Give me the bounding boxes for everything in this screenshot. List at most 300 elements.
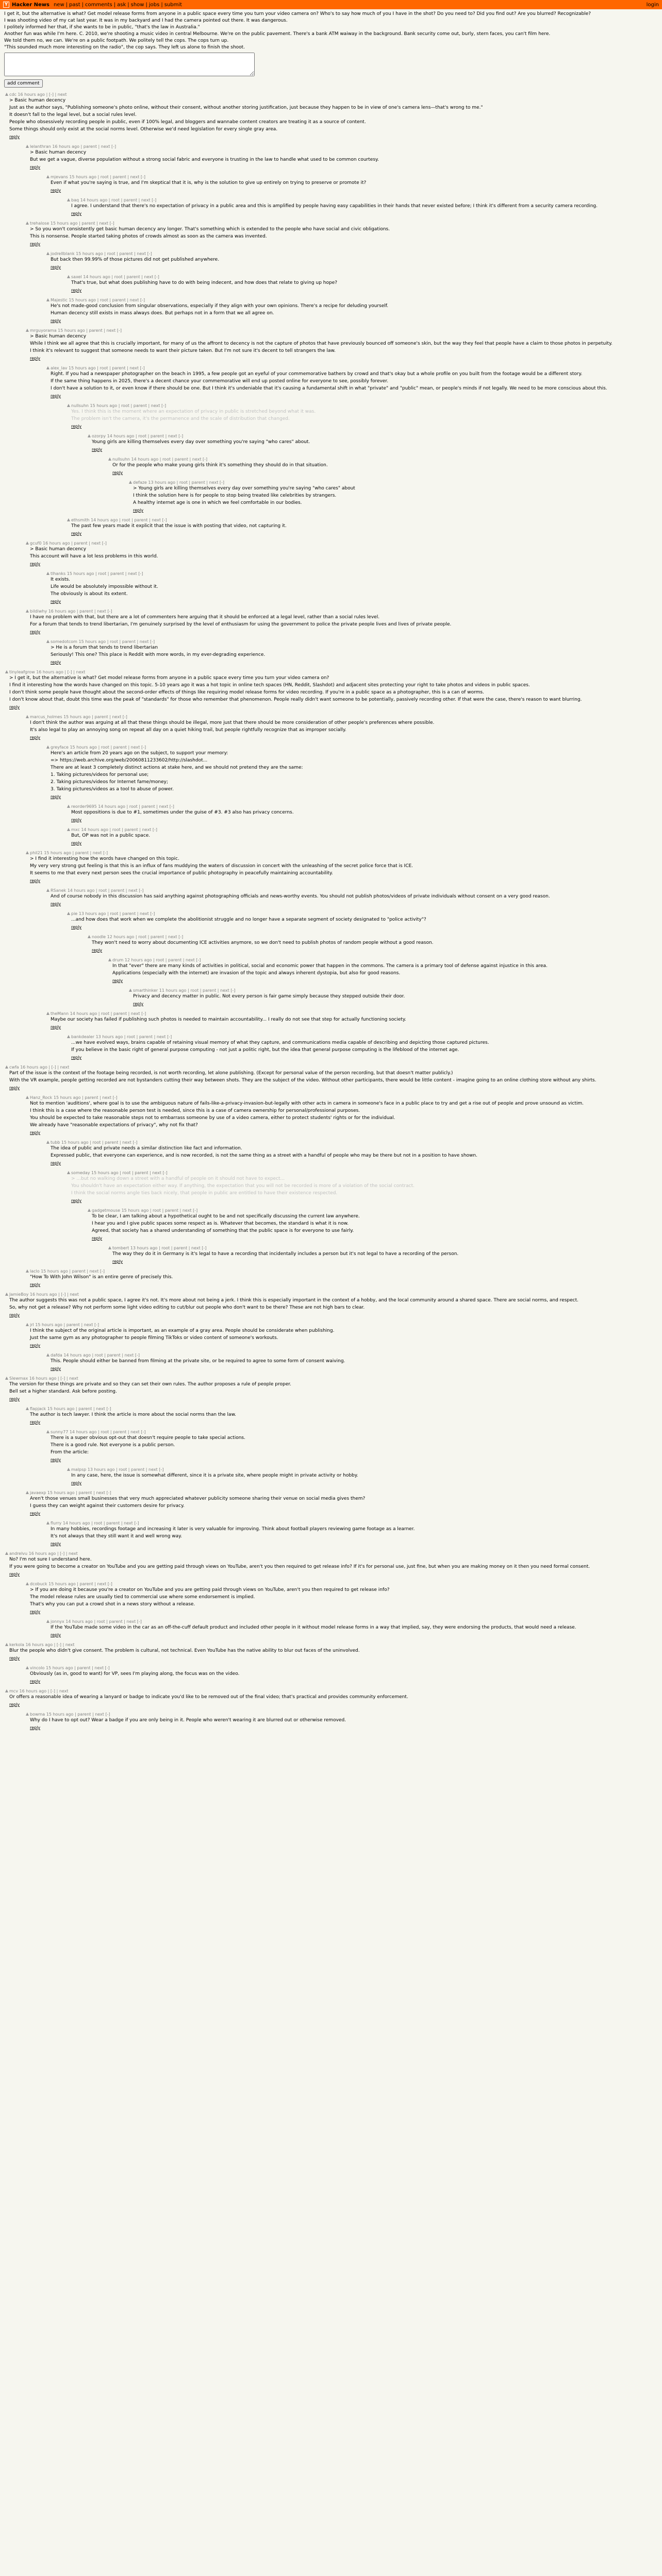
comment-nav-links[interactable]: root | parent | next [-] [129, 804, 174, 809]
upvote-arrow-icon[interactable]: ▲ [46, 888, 50, 892]
reply-link[interactable]: reply [51, 794, 61, 799]
comment-username[interactable]: reorder9695 [71, 804, 97, 809]
upvote-arrow-icon[interactable]: ▲ [25, 1581, 29, 1586]
upvote-arrow-icon[interactable]: ▲ [87, 1208, 91, 1212]
comment-age[interactable]: 15 hours ago [47, 1490, 75, 1495]
login-link[interactable]: login [646, 2, 659, 8]
reply-link[interactable]: reply [92, 447, 103, 452]
site-name-link[interactable]: Hacker News [12, 2, 49, 8]
upvote-arrow-icon[interactable]: ▲ [5, 1688, 9, 1693]
reply-link[interactable]: reply [9, 1086, 20, 1090]
comment-nav-links[interactable]: root | parent | next [-] [101, 745, 146, 750]
comment-username[interactable]: phil21 [30, 851, 43, 855]
upvote-arrow-icon[interactable]: ▲ [67, 804, 71, 808]
upvote-arrow-icon[interactable]: ▲ [46, 1352, 50, 1357]
comment-age[interactable]: 15 hours ago [70, 745, 97, 750]
upvote-arrow-icon[interactable]: ▲ [108, 1245, 112, 1250]
comment-username[interactable]: tombert [112, 1246, 129, 1250]
comment-username[interactable]: sunny77 [51, 1430, 69, 1434]
upvote-arrow-icon[interactable]: ▲ [25, 1490, 29, 1495]
comment-age[interactable]: 15 hours ago [90, 403, 118, 408]
comment-nav-links[interactable]: [-] | next [51, 1065, 70, 1070]
comment-nav-links[interactable]: [-] | next [50, 1689, 69, 1693]
upvote-arrow-icon[interactable]: ▲ [46, 365, 50, 370]
upvote-arrow-icon[interactable]: ▲ [25, 1665, 29, 1670]
comment-username[interactable]: flapjack [30, 1406, 46, 1411]
comment-age[interactable]: 11 hours ago [159, 988, 187, 993]
comment-age[interactable]: 16 hours ago [20, 1065, 47, 1070]
comment-username[interactable]: pie [71, 911, 78, 916]
comment-text [51, 180, 658, 186]
reply-link[interactable]: reply [30, 242, 41, 246]
comment-nav-links[interactable]: [-] | next [61, 1292, 79, 1297]
reply-link[interactable]: reply [51, 1025, 61, 1029]
comment-nav-links[interactable]: root | parent | next [-] [156, 958, 201, 962]
comment-age[interactable]: 14 hours ago [70, 1011, 97, 1016]
comment-nav-links[interactable]: [-] | next [60, 1376, 78, 1381]
reply-link[interactable]: reply [92, 948, 103, 953]
upvote-arrow-icon[interactable]: ▲ [25, 1406, 29, 1411]
comment-username[interactable]: marcus_holmes [30, 715, 62, 719]
comment-header: mcv 16 hours ago | [-] | next [9, 1689, 69, 1693]
comment-username[interactable]: cdc [9, 92, 16, 97]
reply-link[interactable]: reply [9, 1397, 20, 1401]
reply-link[interactable]: reply [133, 1002, 144, 1006]
reply-link[interactable]: reply [51, 902, 61, 906]
comment-age[interactable]: 15 hours ago [58, 328, 85, 333]
upvote-arrow-icon[interactable]: ▲ [25, 328, 29, 332]
comment-age[interactable]: 14 hours ago [62, 1521, 90, 1526]
comment-nav-links[interactable]: root | parent | next [-] [109, 639, 155, 644]
comment-body [9, 1642, 658, 1661]
comment-nav-links[interactable]: parent | next [-] [66, 1323, 100, 1327]
reply-link[interactable]: reply [30, 562, 41, 566]
reply-link[interactable]: reply [71, 531, 82, 536]
upvote-arrow-icon[interactable]: ▲ [67, 197, 71, 202]
comment-nav-links[interactable]: root | parent | next [-] [138, 935, 184, 939]
reply-link[interactable]: reply [51, 1633, 61, 1637]
upvote-arrow-icon[interactable]: ▲ [128, 988, 133, 992]
comment-nav-links[interactable]: root | parent | next [-] [92, 1140, 138, 1145]
comment-username[interactable]: smarthinker [133, 988, 158, 993]
upvote-arrow-icon[interactable]: ▲ [67, 911, 71, 916]
comment-username[interactable]: vincolo [30, 1666, 45, 1670]
comment-age[interactable]: 16 hours ago [48, 609, 76, 614]
comment-nav-links[interactable]: root | parent | next [-] [122, 1171, 168, 1175]
comment-age[interactable]: 15 hours ago [69, 298, 96, 302]
comment-username[interactable]: mxc [71, 827, 80, 832]
comment-nav-links[interactable]: root | parent | next [-] [179, 480, 225, 485]
comment-username[interactable]: defaze [133, 480, 147, 485]
comment-age[interactable]: 14 hours ago [67, 888, 95, 893]
comment-age[interactable]: 12 hours ago [107, 935, 135, 939]
reply-link[interactable]: reply [71, 211, 82, 216]
comment-nav-links[interactable]: root | parent | next [-] [122, 518, 167, 522]
reply-link[interactable]: reply [71, 818, 82, 822]
comment-age[interactable]: 14 hours ago [83, 275, 110, 279]
reply-link[interactable]: reply [9, 705, 20, 709]
comment-age[interactable]: 15 hours ago [44, 851, 71, 855]
comment-paragraph: > Young girls are killing themselves every day over something you're saying "who cares" about [133, 486, 355, 491]
nav-link-6[interactable]: submit [164, 2, 183, 8]
reply-link[interactable]: reply [30, 1511, 41, 1516]
upvote-arrow-icon[interactable]: ▲ [5, 1064, 9, 1069]
reply-link[interactable]: reply [9, 1313, 20, 1317]
reply-link[interactable]: reply [30, 165, 41, 170]
comment-username[interactable]: gcuf0 [30, 541, 42, 546]
comment-text [51, 1359, 658, 1364]
comment-nav-links[interactable]: root | parent | next [-] [127, 1035, 172, 1039]
comment-age[interactable]: 15 hours ago [61, 1140, 89, 1145]
comment-nav-links[interactable]: parent | next [-] [77, 1666, 110, 1670]
upvote-arrow-icon[interactable]: ▲ [46, 744, 50, 749]
comment-username[interactable]: nullsuhn [112, 457, 130, 462]
comment-age[interactable]: 15 hours ago [76, 251, 103, 256]
upvote-arrow-icon[interactable]: ▲ [5, 1376, 9, 1380]
comment-username[interactable]: jonnyx [51, 1619, 64, 1624]
comment-age[interactable]: 16 hours ago [25, 1642, 53, 1647]
comment [25, 1268, 658, 1287]
comment-username[interactable]: jodrellblank [51, 251, 75, 256]
nav-link-4[interactable]: show [130, 2, 144, 8]
comment-nav-links[interactable]: parent | next [-] [89, 328, 122, 333]
comment-username[interactable]: ethsmith [71, 518, 90, 522]
comment-username[interactable]: mrguyorama [30, 328, 57, 333]
upvote-arrow-icon[interactable]: ▲ [5, 1292, 9, 1296]
reply-link[interactable]: reply [71, 841, 82, 845]
reply-link[interactable]: reply [30, 1130, 41, 1135]
comment-username[interactable]: bankdealer [71, 1035, 95, 1039]
comment-age[interactable]: 15 hours ago [69, 366, 96, 370]
comment-username[interactable]: trehalose [30, 221, 49, 226]
comment-username[interactable]: jrl [30, 1323, 34, 1327]
reply-link[interactable]: reply [9, 1572, 20, 1577]
reply-link[interactable]: reply [51, 1458, 61, 1462]
comment-textarea[interactable] [4, 53, 255, 76]
comment-age[interactable]: 14 hours ago [107, 434, 135, 438]
comment-username[interactable]: somedotcom [51, 639, 77, 644]
comment-nav-links[interactable]: root | parent | next [-] [162, 457, 208, 462]
comment-username[interactable]: alex_lav [51, 366, 68, 370]
upvote-arrow-icon[interactable]: ▲ [67, 1170, 71, 1175]
comment-username[interactable]: RSanek [51, 888, 67, 893]
comment-nav-links[interactable]: parent | next [-] [81, 221, 114, 226]
comment-username[interactable]: someday [71, 1171, 90, 1175]
comment-age[interactable]: 13 hours ago [87, 1467, 115, 1472]
comment-age[interactable]: 14 hours ago [98, 804, 125, 809]
upvote-arrow-icon[interactable]: ▲ [128, 480, 133, 484]
comment-age[interactable]: 16 hours ago [18, 92, 45, 97]
comment-username[interactable]: noodle [92, 935, 106, 939]
reply-link[interactable]: reply [30, 1609, 41, 1614]
reply-link[interactable]: reply [112, 470, 123, 475]
comment-username[interactable]: dcobuck [30, 1582, 47, 1586]
upvote-arrow-icon[interactable]: ▲ [108, 957, 112, 962]
comment-username[interactable]: dafda [51, 1353, 62, 1358]
comment-nav-links[interactable]: root | parent | next [-] [190, 988, 236, 993]
comment-username[interactable]: javaexp [30, 1490, 46, 1495]
comment-nav-links[interactable]: root | parent | next [-] [100, 298, 145, 302]
comment-username[interactable]: lelanthran [30, 144, 51, 149]
comment-age[interactable]: 15 hours ago [50, 221, 78, 226]
reply-link[interactable]: reply [71, 1198, 82, 1203]
upvote-arrow-icon[interactable]: ▲ [5, 1551, 9, 1555]
comment-age[interactable]: 15 hours ago [121, 1208, 149, 1213]
reply-link[interactable]: reply [71, 1481, 82, 1485]
y-logo-icon[interactable]: Y [3, 2, 9, 8]
comment-header: bildiwhy 16 hours ago | parent | next [-] [30, 609, 112, 614]
comment-age[interactable]: 14 hours ago [63, 1353, 91, 1358]
comment [25, 540, 658, 567]
comment-age[interactable]: 15 hours ago [46, 1712, 74, 1717]
upvote-arrow-icon[interactable]: ▲ [46, 1429, 50, 1434]
nav-link-1[interactable]: past [69, 2, 80, 8]
upvote-arrow-icon[interactable]: ▲ [46, 1011, 50, 1015]
comment-age[interactable]: 14 hours ago [91, 518, 118, 522]
comment-nav-links[interactable]: root | parent | next [-] [161, 1246, 207, 1250]
reply-link[interactable]: reply [9, 1656, 20, 1660]
reply-link[interactable]: reply [51, 1161, 61, 1165]
comment-username[interactable]: baq [71, 198, 79, 202]
upvote-arrow-icon[interactable]: ▲ [67, 1034, 71, 1039]
add-comment-button[interactable]: add comment [4, 79, 43, 88]
reply-link[interactable]: reply [71, 1055, 82, 1060]
reply-link[interactable]: reply [133, 508, 144, 513]
comment-paragraph: The version for these things are private and so they can set their own rules. The author proposes a rule of people proper. [9, 1382, 292, 1387]
comment-nav-links[interactable]: root | parent | next [-] [100, 366, 145, 370]
comment-age[interactable]: 15 hours ago [53, 1095, 81, 1100]
reply-link[interactable]: reply [92, 1236, 103, 1241]
reply-link[interactable]: reply [71, 925, 82, 929]
reply-link[interactable]: reply [30, 1343, 41, 1348]
reply-link[interactable]: reply [30, 1420, 41, 1425]
comment-username[interactable]: drum [112, 958, 124, 962]
nav-link-2[interactable]: comments [85, 2, 112, 8]
comment-nav-links[interactable]: root | parent | next [-] [98, 888, 144, 893]
comment-nav-links[interactable]: root | parent | next [-] [114, 275, 159, 279]
comment-nav-links[interactable]: root | parent | next [-] [112, 827, 157, 832]
upvote-arrow-icon[interactable]: ▲ [87, 934, 91, 939]
upvote-arrow-icon[interactable]: ▲ [46, 174, 50, 179]
comment-nav-links[interactable]: parent | next [-] [94, 715, 127, 719]
comment-age[interactable]: 12 hours ago [124, 958, 152, 962]
comment-nav-links[interactable]: parent | next [-] [78, 1490, 111, 1495]
comment-nav-links[interactable]: root | parent | next [-] [98, 571, 143, 576]
comment-username[interactable]: tubb [51, 1140, 60, 1145]
comment-username[interactable]: malpsp [71, 1467, 87, 1472]
upvote-arrow-icon[interactable]: ▲ [46, 571, 50, 575]
comment-age[interactable]: 15 hours ago [35, 1323, 62, 1327]
reply-link[interactable]: reply [30, 1679, 41, 1684]
site-name[interactable] [12, 2, 49, 8]
comment-age[interactable]: 13 hours ago [130, 1246, 158, 1250]
comment-username[interactable]: andrelvu [9, 1551, 28, 1556]
comment-nav-links[interactable]: root | parent | next [-] [121, 403, 167, 408]
comment-username[interactable]: gadgetmouse [92, 1208, 121, 1213]
upvote-arrow-icon[interactable]: ▲ [25, 1711, 29, 1716]
comment-nav-links[interactable]: parent | next [-] [79, 609, 112, 614]
comment-nav-links[interactable]: root | parent | next [-] [101, 1430, 146, 1434]
comment-age[interactable]: 16 hours ago [29, 1292, 57, 1297]
comment-username[interactable]: kerkola [9, 1642, 24, 1647]
comment-nav-links[interactable]: [-] | next [60, 1551, 78, 1556]
comment-age[interactable]: 15 hours ago [41, 1269, 68, 1274]
reply-link[interactable]: reply [51, 265, 61, 269]
comment-username[interactable]: greyface [51, 745, 69, 750]
nav-link-5[interactable]: jobs [148, 2, 160, 8]
comment-nav-links[interactable]: root | parent | next [-] [111, 198, 157, 202]
comment-age[interactable]: 16 hours ago [36, 670, 63, 674]
reply-link[interactable]: reply [30, 735, 41, 740]
comment-username[interactable]: bowma [30, 1712, 45, 1717]
comment-age[interactable]: 13 hours ago [78, 911, 106, 916]
comment-nav-links[interactable]: parent | next [-] [72, 1269, 105, 1274]
reply-link[interactable]: reply [51, 188, 61, 193]
comment-nav-links[interactable]: root | parent | next [-] [110, 911, 155, 916]
reply-link[interactable]: reply [30, 1282, 41, 1287]
upvote-arrow-icon[interactable]: ▲ [67, 1467, 71, 1471]
upvote-arrow-icon[interactable]: ▲ [5, 92, 9, 96]
reply-link[interactable]: reply [51, 1541, 61, 1546]
reply-link[interactable]: reply [30, 878, 41, 883]
comment-age[interactable]: 13 hours ago [148, 480, 176, 485]
comment-username[interactable]: tlhanks [51, 571, 66, 576]
comment-nav-links[interactable]: root | parent | next [-] [138, 434, 184, 438]
comment-age[interactable]: 16 hours ago [29, 1376, 57, 1381]
comment-nav-links[interactable]: root | parent | next [-] [94, 1521, 139, 1526]
comment-age[interactable]: 16 hours ago [28, 1551, 56, 1556]
comment-nav-links[interactable]: root | parent | next [-] [94, 1353, 140, 1358]
comment-nav-links[interactable]: root | parent | next [-] [100, 175, 145, 179]
comment-username[interactable]: mjevans [51, 175, 68, 179]
comment-nav-links[interactable]: parent | next [-] [85, 1095, 118, 1100]
upvote-arrow-icon[interactable]: ▲ [46, 1520, 50, 1525]
reply-link[interactable]: reply [9, 1702, 20, 1707]
upvote-arrow-icon[interactable]: ▲ [5, 669, 9, 674]
comment-username[interactable]: JamieBoy [9, 1292, 29, 1297]
upvote-arrow-icon[interactable]: ▲ [25, 540, 29, 545]
reply-link[interactable]: reply [51, 394, 61, 398]
upvote-arrow-icon[interactable]: ▲ [25, 1268, 29, 1273]
reply-link[interactable]: reply [112, 978, 123, 983]
upvote-arrow-icon[interactable]: ▲ [67, 827, 71, 832]
nav-link-3[interactable]: ask [117, 2, 126, 8]
upvote-arrow-icon[interactable]: ▲ [46, 639, 50, 643]
comment-header: dcobuck 15 hours ago | parent | next [-] [30, 1582, 112, 1586]
upvote-arrow-icon[interactable]: ▲ [46, 1619, 50, 1623]
reply-link[interactable]: reply [30, 356, 41, 361]
comment-age[interactable]: 15 hours ago [48, 1582, 76, 1586]
comment-nav-links[interactable]: [-] | next [56, 1642, 75, 1647]
comment-age[interactable]: 15 hours ago [78, 639, 106, 644]
comment-username[interactable]: flurry [51, 1521, 62, 1526]
comment-nav-links[interactable]: parent | next [-] [77, 1712, 110, 1717]
reply-link[interactable]: reply [71, 424, 82, 429]
comment-username[interactable]: Slewmax [9, 1376, 28, 1381]
comment-age[interactable]: 14 hours ago [80, 198, 108, 202]
upvote-arrow-icon[interactable]: ▲ [67, 274, 71, 279]
comment-age[interactable]: 14 hours ago [65, 1619, 93, 1624]
nav-link-0[interactable]: new [53, 2, 64, 8]
comment-age[interactable]: 15 hours ago [47, 1406, 75, 1411]
comment-age[interactable]: 14 hours ago [131, 457, 159, 462]
reply-link[interactable]: reply [51, 660, 61, 665]
upvote-arrow-icon[interactable]: ▲ [25, 144, 29, 148]
upvote-arrow-icon[interactable]: ▲ [46, 251, 50, 256]
comment-username[interactable]: Hanz_Rock [30, 1095, 53, 1100]
reply-link[interactable]: reply [51, 318, 61, 323]
comment-username[interactable]: saxel [71, 275, 82, 279]
reply-link[interactable]: reply [30, 630, 41, 634]
comment-age[interactable]: 14 hours ago [81, 827, 108, 832]
comment-username[interactable]: mcv [9, 1689, 18, 1693]
upvote-arrow-icon[interactable]: ▲ [25, 221, 29, 225]
comment-nav-links[interactable]: parent | next [-] [79, 1582, 112, 1586]
comment-age[interactable]: 16 hours ago [19, 1689, 47, 1693]
comment-nav-links[interactable]: root | parent | next [-] [119, 1467, 164, 1472]
comment-age[interactable]: 14 hours ago [69, 1430, 97, 1434]
comment-paragraph: The author is tech lawyer. I think the article is more about the social norms than the law. [30, 1412, 236, 1417]
comment-username[interactable]: tinyleafgrow [9, 670, 35, 674]
comment-nav-links[interactable]: root | parent | next [-] [96, 1619, 142, 1624]
reply-link[interactable]: reply [112, 1259, 123, 1264]
comment-nav-links[interactable]: parent | next [-] [74, 541, 107, 546]
comment-username[interactable]: nullsuhn [71, 403, 89, 408]
upvote-arrow-icon[interactable]: ▲ [108, 456, 112, 461]
comment-nav-links[interactable]: root | parent | next [-] [107, 251, 152, 256]
comment-nav-links[interactable]: [-] | next [67, 670, 86, 674]
comment-nav-links[interactable]: [-] | next [48, 92, 67, 97]
comment-text [51, 645, 658, 658]
upvote-arrow-icon[interactable]: ▲ [25, 850, 29, 855]
upvote-arrow-icon[interactable]: ▲ [46, 297, 50, 302]
reply-link[interactable]: reply [9, 134, 20, 139]
comment-nav-links[interactable]: parent | next [-] [83, 144, 117, 149]
comment-username[interactable]: bildiwhy [30, 609, 47, 614]
upvote-arrow-icon[interactable]: ▲ [25, 1095, 29, 1099]
reply-link[interactable]: reply [71, 288, 82, 293]
comment-username[interactable]: ozorpy [92, 434, 106, 438]
comment-username[interactable]: laclo [30, 1269, 40, 1274]
comment-nav-links[interactable]: root | parent | next [-] [101, 1011, 146, 1016]
comment-age[interactable]: 13 hours ago [95, 1035, 123, 1039]
comment-username[interactable]: cwfa [9, 1065, 19, 1070]
reply-link[interactable]: reply [30, 1725, 41, 1730]
reply-link[interactable]: reply [51, 1366, 61, 1371]
upvote-arrow-icon[interactable]: ▲ [25, 608, 29, 613]
comment-age[interactable]: 16 hours ago [52, 144, 79, 149]
comment-username[interactable]: Majestic [51, 298, 68, 302]
comment-age[interactable]: 15 hours ago [69, 175, 96, 179]
upvote-arrow-icon[interactable]: ▲ [67, 403, 71, 408]
comment-nav-links[interactable]: parent | next [-] [75, 851, 108, 855]
upvote-arrow-icon[interactable]: ▲ [87, 433, 91, 438]
comment-age[interactable]: 16 hours ago [43, 541, 70, 546]
upvote-arrow-icon[interactable]: ▲ [46, 1140, 50, 1144]
comment-username[interactable]: theMann [51, 1011, 69, 1016]
comment-age[interactable]: 15 hours ago [67, 571, 94, 576]
upvote-arrow-icon[interactable]: ▲ [5, 1642, 9, 1647]
comment-age[interactable]: 15 hours ago [91, 1171, 119, 1175]
upvote-arrow-icon[interactable]: ▲ [25, 714, 29, 719]
comment-age[interactable]: 15 hours ago [45, 1666, 73, 1670]
reply-link[interactable]: reply [51, 599, 61, 604]
comment-nav-links[interactable]: parent | next [-] [78, 1406, 111, 1411]
upvote-arrow-icon[interactable]: ▲ [25, 1322, 29, 1327]
upvote-arrow-icon[interactable]: ▲ [67, 517, 71, 522]
comment-age[interactable]: 15 hours ago [63, 715, 91, 719]
comment-nav-links[interactable]: root | parent | next [-] [153, 1208, 198, 1213]
